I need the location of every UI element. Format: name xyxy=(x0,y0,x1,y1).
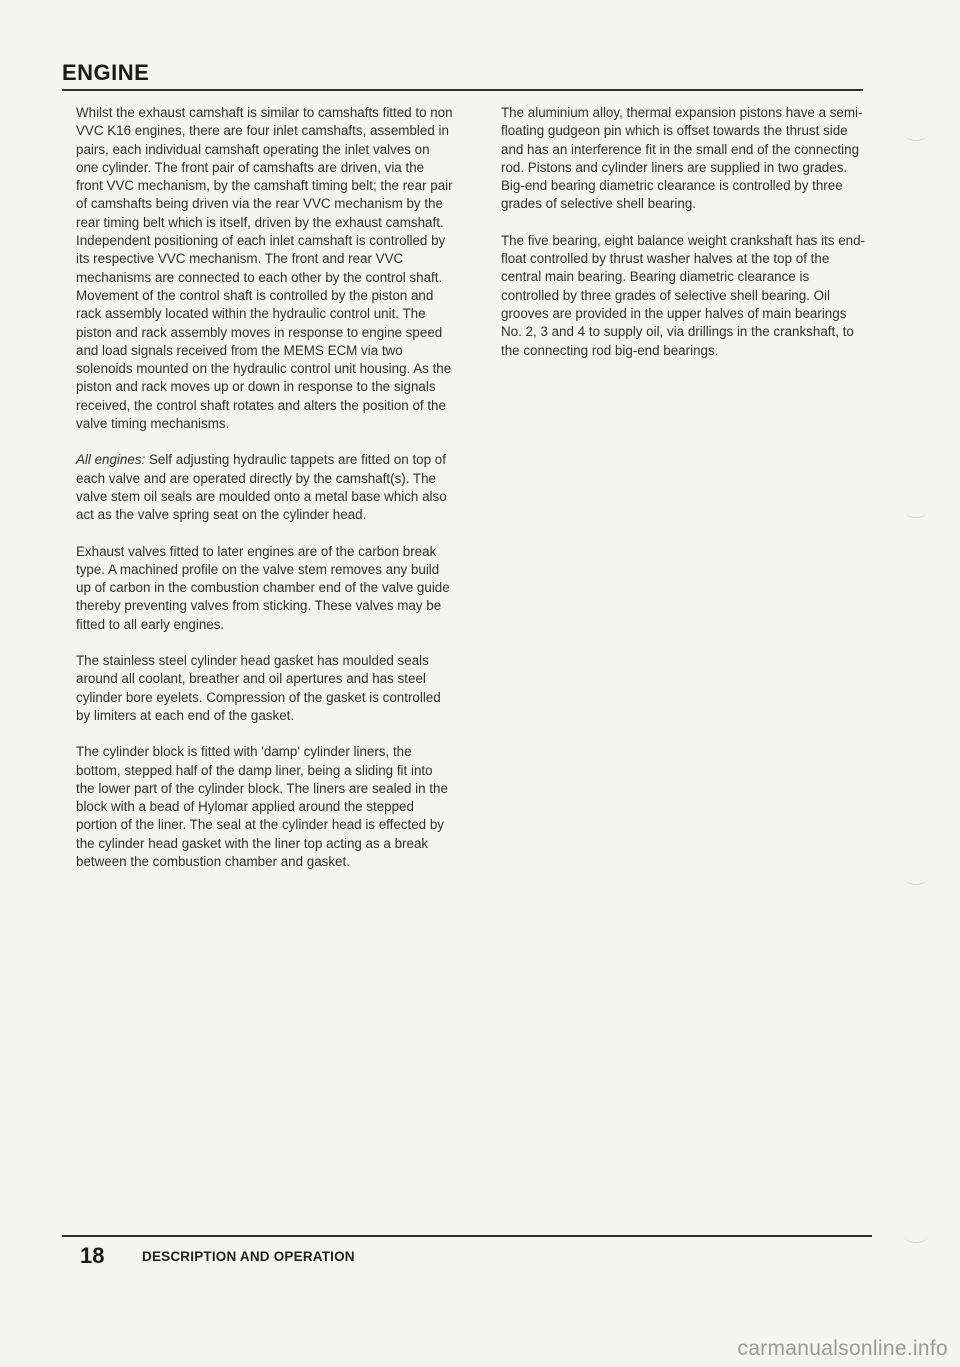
page-edge-mark xyxy=(905,128,927,141)
paragraph-exhaust-valves: Exhaust valves fitted to later engines are of the carbon break type. A machined profile on the valve stem removes any build up of carbon in the combustion chamber end of the valve guide thereby preventing valves from sticking. These valves may be fitted to all early engines. xyxy=(76,543,450,632)
paragraph-head-gasket: The stainless steel cylinder head gasket has moulded seals around all coolant, breather and oil apertures and has steel cylinder bore eyelets. Compression of the gasket is controlled by limiters at each end of the gasket. xyxy=(76,653,441,723)
paragraph-lead-all-engines: All engines: xyxy=(76,452,146,468)
paragraph-crankshaft: The five bearing, eight balance weight crankshaft has its end-float controlled by thrust washer halves at the top of the central main bearing. Bearing diametric clearance is controlled by three grades of selective shell bearing. Oil grooves are provided in the upper halves of main bearings No. 2, 3 and 4 to supply oil, via drillings in the crankshaft, to the connecting rod big-end bearings. xyxy=(501,232,865,358)
footer-rule xyxy=(62,1235,872,1237)
paragraph-hydraulic-tappets xyxy=(76,451,454,524)
page-edge-mark xyxy=(905,505,927,518)
paragraph-cylinder-liners: The cylinder block is fitted with 'damp' cylinder liners, the bottom, stepped half of the damp liner, being a sliding fit into the lower part of the cylinder block. The liners are sealed in the block with a bead of Hylomar applied around the stepped portion of the liner. The seal at the cylinder head is effected by the cylinder head gasket with the liner top acting as a break between the combustion chamber and gasket. xyxy=(76,744,448,869)
left-column xyxy=(76,104,454,889)
page-edge-mark xyxy=(905,1230,927,1243)
footer-section-title: DESCRIPTION AND OPERATION xyxy=(142,1249,355,1264)
watermark-text: carmanualsonline.info xyxy=(737,1337,948,1360)
header-rule xyxy=(62,89,863,91)
paragraph-vvc-camshafts: Whilst the exhaust camshaft is similar to camshafts fitted to non VVC K16 engines, there are four inlet camshafts, assembled in pairs, each individual camshaft operating the inlet valves on one cylinder. The front pair of camshafts are driven, via the front VVC mechanism, by the camshaft timing belt; the rear pair of camshafts being driven via the rear VVC mechanism by the rear timing belt which is itself, driven by the exhaust camshaft. Independent positioning of each inlet camshaft is controlled by its respective VVC mechanism. The front and rear VVC mechanisms are connected to each other by the control shaft. Movement of the control shaft is controlled by the piston and rack assembly located within the hydraulic control unit. The piston and rack assembly moves in response to engine speed and load signals received from the MEMS ECM via two solenoids mounted on the hydraulic control unit housing. As the piston and rack moves up or down in response to the signals received, the control shaft rotates and alters the position of the valve timing mechanisms. xyxy=(76,105,453,432)
page-edge-mark xyxy=(905,872,927,885)
paragraph-tappets-text: Self adjusting hydraulic tappets are fitted on top of each valve and are operated directly by the camshaft(s). The valve stem oil seals are moulded onto a metal base which also act as the valve spring seat on the cylinder head. xyxy=(76,452,447,523)
page-number: 18 xyxy=(80,1243,105,1268)
page-header-title: ENGINE xyxy=(62,60,150,85)
right-column xyxy=(501,104,866,378)
paragraph-pistons: The aluminium alloy, thermal expansion pistons have a semi- floating gudgeon pin which is offset towards the thrust side and has an interference fit in the small end of the connecting rod. Pistons and cylinder liners are supplied in two grades. Big-end bearing diametric clearance is controlled by three grades of selective shell bearing. xyxy=(501,105,863,212)
